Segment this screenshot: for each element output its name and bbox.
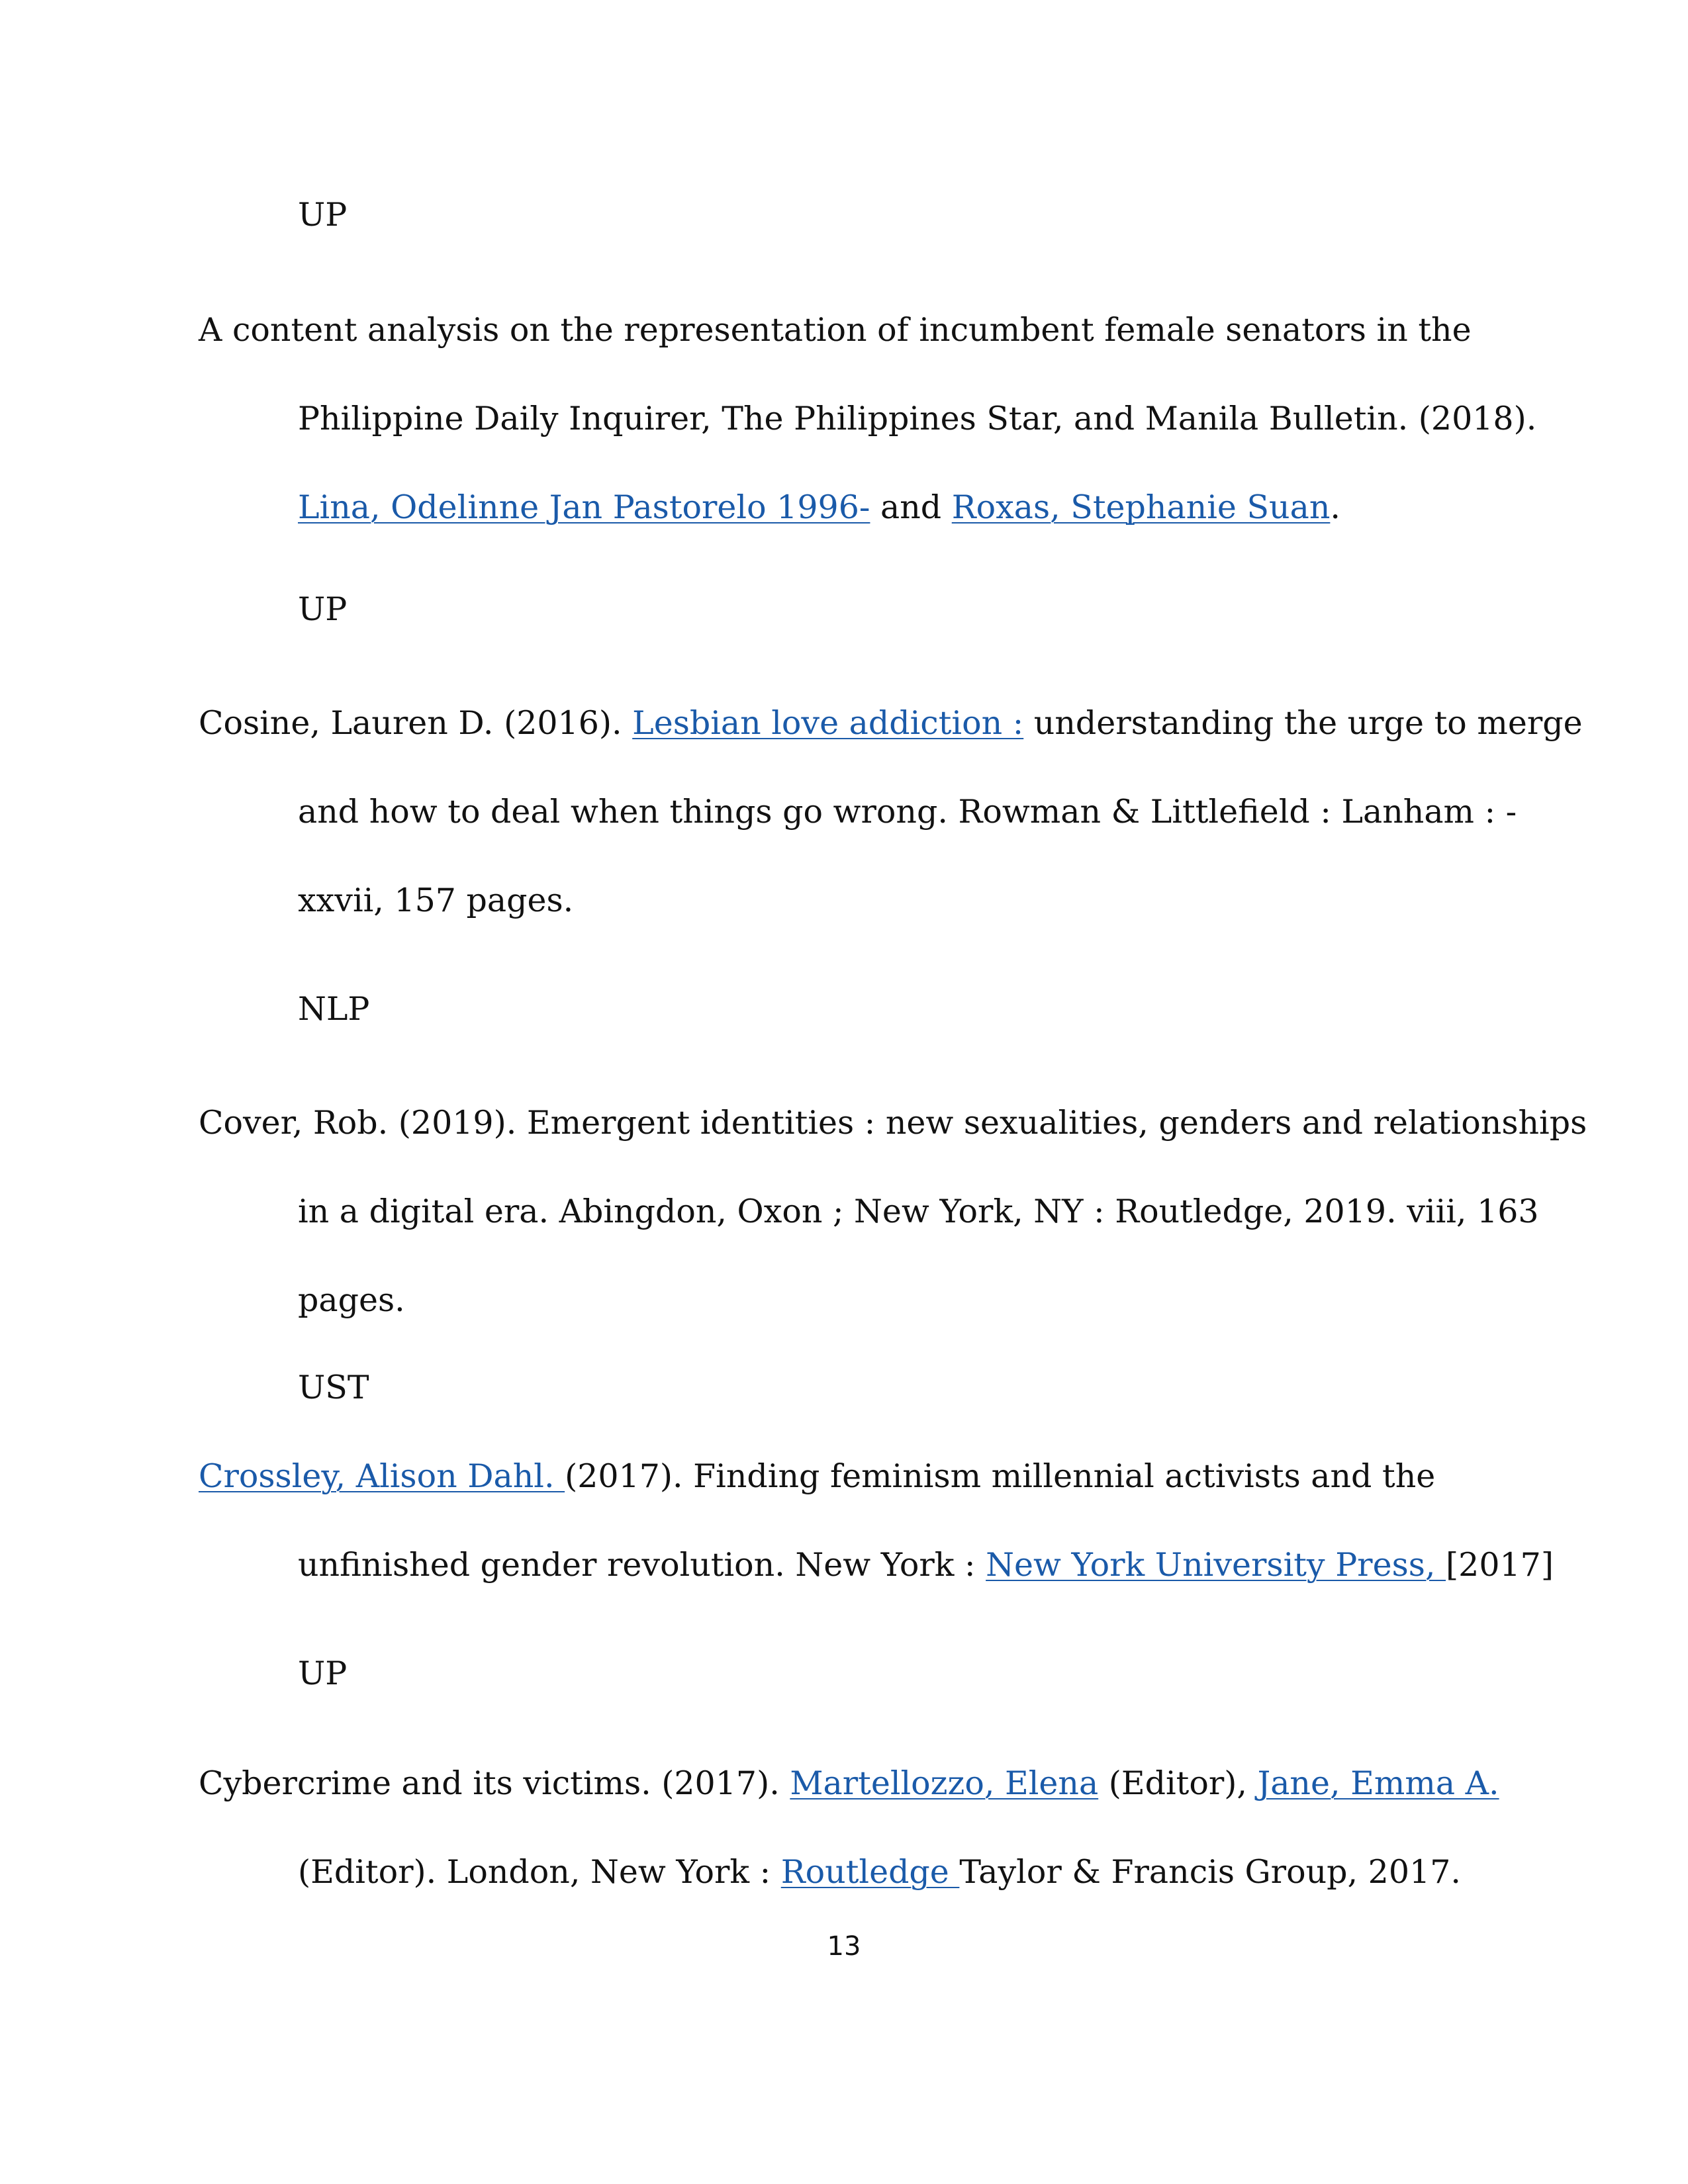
author-link[interactable]: Crossley, Alison Dahl. <box>199 1457 565 1495</box>
citation-line: xxvii, 157 pages. <box>298 882 574 919</box>
text-segment: [2017] <box>1446 1546 1554 1584</box>
citation-line: A content analysis on the representation of incumbent female senators in the <box>199 311 1472 349</box>
citation-line: Philippine Daily Inquirer, The Philippines Star, and Manila Bulletin. (2018). <box>298 400 1537 437</box>
citation-line <box>199 1764 1499 1802</box>
title-link[interactable]: Lesbian love addiction : <box>632 704 1024 742</box>
publisher-link[interactable]: New York University Press, <box>986 1546 1446 1584</box>
library-code: UP <box>298 196 348 234</box>
text-segment: Taylor & Francis Group, 2017. <box>959 1853 1461 1891</box>
citation-line <box>298 1853 1461 1891</box>
page-number: 13 <box>827 1931 861 1962</box>
citation-line <box>298 1546 1554 1584</box>
citation-line: in a digital era. Abingdon, Oxon ; New York, NY : Routledge, 2019. viii, 163 <box>298 1193 1539 1230</box>
text-segment: Cybercrime and its victims. (2017). <box>199 1764 790 1802</box>
text-segment: understanding the urge to merge <box>1023 704 1583 742</box>
editor-link[interactable]: Martellozzo, Elena <box>790 1764 1099 1802</box>
text-segment: unfinished gender revolution. New York : <box>298 1546 986 1584</box>
citation-line <box>199 1457 1436 1495</box>
publisher-link[interactable]: Routledge <box>780 1853 960 1891</box>
author-link[interactable]: Lina, Odelinne Jan Pastorelo 1996- <box>298 488 870 526</box>
text-segment: (2017). Finding feminism millennial activists and the <box>565 1457 1436 1495</box>
author-link[interactable]: Roxas, Stephanie Suan <box>951 488 1331 526</box>
citation-line: and how to deal when things go wrong. Rowman & Littlefield : Lanham : - <box>298 793 1517 831</box>
library-code: UP <box>298 590 348 628</box>
library-code: UST <box>298 1369 369 1406</box>
editor-link[interactable]: Jane, Emma A. <box>1257 1764 1499 1802</box>
citation-line: pages. <box>298 1281 405 1319</box>
text-segment: and <box>870 488 952 526</box>
library-code: NLP <box>298 990 370 1028</box>
library-code: UP <box>298 1655 348 1692</box>
text-segment: . <box>1330 488 1340 526</box>
citation-authors-line <box>298 488 1340 526</box>
citation-line: Cover, Rob. (2019). Emergent identities : new sexualities, genders and relationships <box>199 1104 1587 1142</box>
citation-line <box>199 704 1583 742</box>
text-segment: (Editor). London, New York : <box>298 1853 781 1891</box>
text-segment: Cosine, Lauren D. (2016). <box>199 704 633 742</box>
text-segment: (Editor), <box>1098 1764 1258 1802</box>
